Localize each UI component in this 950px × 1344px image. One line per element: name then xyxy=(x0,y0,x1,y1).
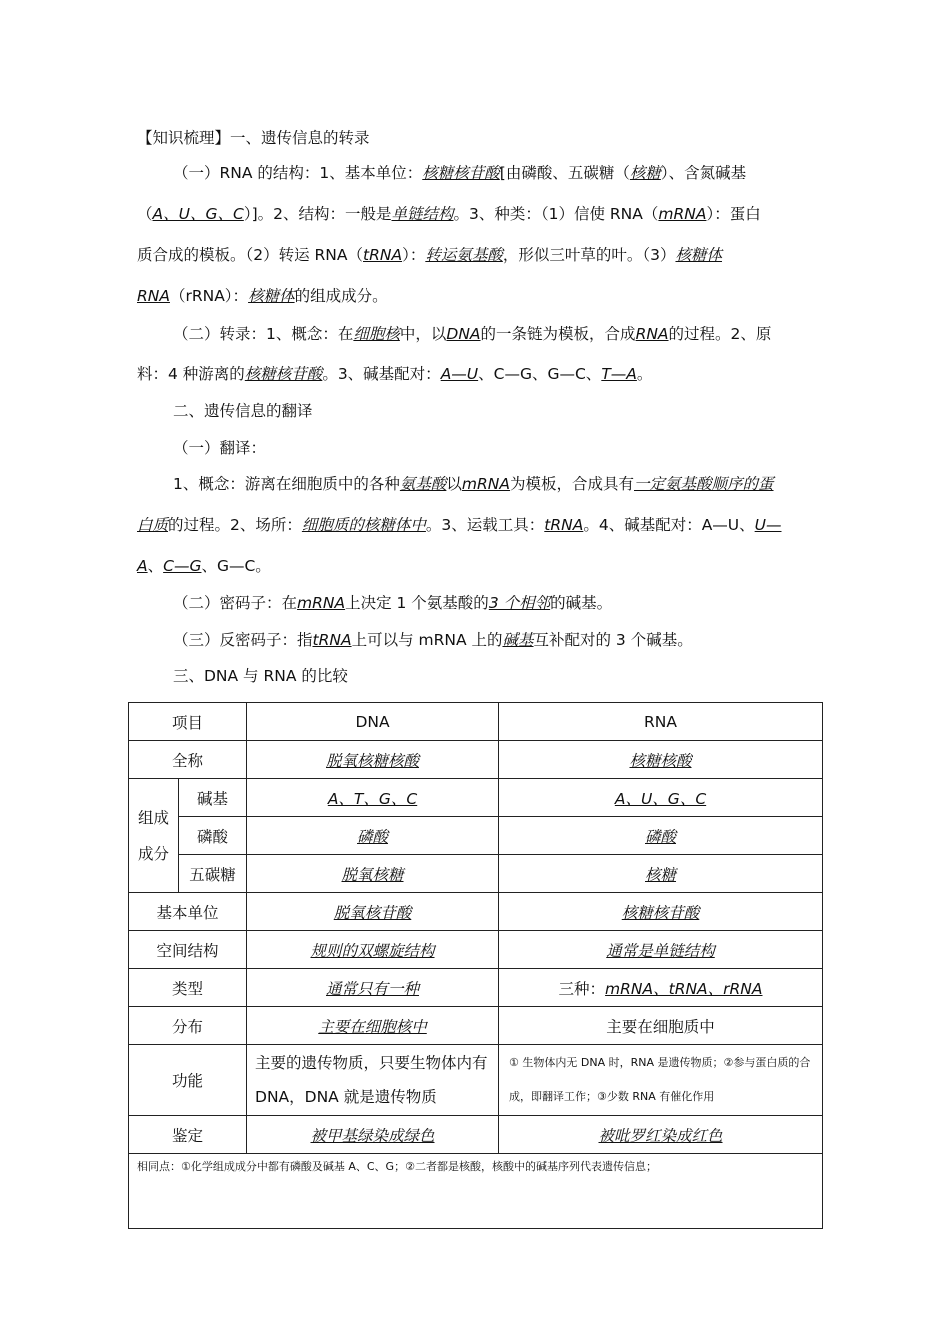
blank-answer: 单链结构 xyxy=(391,205,454,223)
table-cell: 磷酸 xyxy=(499,817,823,855)
table-cell: 核糖 xyxy=(499,855,823,893)
text: 上决定 1 个氨基酸的 xyxy=(345,594,489,612)
blank-answer: tRNA xyxy=(544,516,584,534)
table-cell: 基本单位 xyxy=(129,893,247,931)
blank-answer: mRNA xyxy=(461,475,510,493)
blank-answer: 3 个相邻 xyxy=(488,594,551,612)
text: ）： xyxy=(402,246,426,264)
blank-answer: 一定氨基酸顺序的蛋 xyxy=(634,475,774,493)
table-cell: 碱基 xyxy=(179,779,247,817)
blank-answer: 碱基 xyxy=(502,631,534,649)
table-cell: A、T、G、C xyxy=(247,779,499,817)
table-footer-cell: 相同点：①化学组成成分中都有磷酸及碱基 A、C、G；②二者都是核酸，核酸中的碱基序列代表遗传信息； xyxy=(129,1154,823,1229)
table-row xyxy=(129,969,823,1007)
blank-answer: 转运氨基酸 xyxy=(425,246,503,264)
table-cell: 磷酸 xyxy=(247,817,499,855)
blank-answer: 核糖核苷酸 xyxy=(244,365,323,383)
table-cell: 主要在细胞核中 xyxy=(247,1007,499,1045)
text: 、C—G、G—C、 xyxy=(478,365,602,383)
table-cell: 组成成分 xyxy=(129,779,179,893)
table-cell: DNA xyxy=(247,703,499,741)
table-row xyxy=(129,855,823,893)
text: [由磷酸、五碳糖（ xyxy=(499,164,630,182)
table-cell: 五碳糖 xyxy=(179,855,247,893)
blank-answer: 细胞核 xyxy=(353,325,400,343)
text: ）]。2、结构：一般是 xyxy=(243,205,392,223)
text: 。 xyxy=(636,365,653,383)
text: 。3、碱基配对： xyxy=(322,365,441,383)
table-cell: 通常是单链结构 xyxy=(499,931,823,969)
rna-structure-line1 xyxy=(173,153,853,194)
text: 的过程。2、原 xyxy=(668,325,772,343)
table-cell: 磷酸 xyxy=(179,817,247,855)
blank-answer: 氨基酸 xyxy=(399,475,447,493)
table-row xyxy=(129,931,823,969)
rna-structure-line2 xyxy=(137,194,817,235)
text: 的组成成分。 xyxy=(294,287,388,305)
table-cell: 功能 xyxy=(129,1045,247,1116)
text: 的过程。2、场所： xyxy=(168,516,302,534)
rna-structure-line4 xyxy=(137,276,817,317)
table-cell: 空间结构 xyxy=(129,931,247,969)
text: （三）反密码子：指 xyxy=(173,631,313,649)
table-row xyxy=(129,1154,823,1229)
translation-line2 xyxy=(137,505,817,546)
blank-answer: mRNA xyxy=(297,594,346,612)
text: 1、概念：游离在细胞质中的各种 xyxy=(173,475,400,493)
text: （二）密码子：在 xyxy=(173,594,298,612)
blank-answer: RNA xyxy=(635,325,669,343)
translation-line1 xyxy=(173,464,853,505)
comparison-table xyxy=(128,702,823,1229)
table-row xyxy=(129,817,823,855)
text: 质合成的模板。（2）转运 RNA（ xyxy=(137,246,364,264)
text: 中，以 xyxy=(399,325,447,343)
text: 以 xyxy=(446,475,462,493)
blank-answer: 核糖体 xyxy=(248,287,295,305)
blank-answer: 细胞质的核糖体中 xyxy=(301,516,426,534)
table-row xyxy=(129,779,823,817)
text: ，形似三叶草的叶。（3） xyxy=(502,246,676,264)
table-row xyxy=(129,741,823,779)
blank-answer: RNA xyxy=(137,287,170,305)
blank-answer: 核糖核苷酸 xyxy=(422,164,500,182)
text: 上可以与 mRNA 上的 xyxy=(351,631,503,649)
table-cell: 被吡罗红染成红色 xyxy=(499,1116,823,1154)
blank-answer: 白质 xyxy=(137,516,169,534)
table-cell: 核糖核酸 xyxy=(499,741,823,779)
section1-heading: 【知识梳理】一、遗传信息的转录 xyxy=(137,129,370,147)
table-cell: 脱氧核苷酸 xyxy=(247,893,499,931)
text: （一）RNA 的结构：1、基本单位： xyxy=(173,164,423,182)
text: 料：4 种游离的 xyxy=(137,365,245,383)
blank-answer: mRNA xyxy=(658,205,707,223)
blank-answer: 核糖 xyxy=(629,164,661,182)
table-cell: A、U、G、C xyxy=(499,779,823,817)
table-cell: 项目 xyxy=(129,703,247,741)
blank-answer: tRNA xyxy=(312,631,352,649)
blank-answer: A xyxy=(137,557,148,575)
blank-answer: T—A xyxy=(601,365,637,383)
text: （rRNA）： xyxy=(169,287,249,305)
text: （二）转录：1、概念：在 xyxy=(173,325,354,343)
translation-line3 xyxy=(137,546,817,587)
blank-answer: A、U、G、C xyxy=(152,205,244,223)
table-row xyxy=(129,703,823,741)
section3-heading: 三、DNA 与 RNA 的比较 xyxy=(173,667,348,685)
table-cell: 规则的双螺旋结构 xyxy=(247,931,499,969)
table-cell: 主要的遗传物质，只要生物体内有 DNA，DNA 就是遗传物质 xyxy=(247,1045,499,1116)
blank-answer: A—U xyxy=(440,365,479,383)
text: ）：蛋白 xyxy=(706,205,761,223)
anticodon-line xyxy=(173,620,853,661)
text: 的一条链为模板，合成 xyxy=(480,325,636,343)
transcription-line1 xyxy=(173,314,853,355)
text: 。3、运载工具： xyxy=(425,516,545,534)
blank-answer: mRNA、tRNA、rRNA xyxy=(605,979,763,998)
text: 。3、种类：（1）信使 RNA（ xyxy=(453,205,659,223)
blank-answer: U— xyxy=(754,516,782,534)
table-cell: 被甲基绿染成绿色 xyxy=(247,1116,499,1154)
rna-structure-line3 xyxy=(137,235,817,276)
text: 三种： xyxy=(558,979,606,998)
table-row xyxy=(129,1007,823,1045)
table-row xyxy=(129,893,823,931)
section2-heading: 二、遗传信息的翻译 xyxy=(173,402,313,420)
table-cell: RNA xyxy=(499,703,823,741)
text: 为模板，合成具有 xyxy=(509,475,634,493)
translation-subheading: （一）翻译： xyxy=(173,439,267,457)
table-cell: ① 生物体内无 DNA 时，RNA 是遗传物质；②参与蛋白质的合成，即翻译工作；③少数 RNA 有催化作用 xyxy=(499,1045,823,1116)
blank-answer: DNA xyxy=(446,325,481,343)
table-cell: 鉴定 xyxy=(129,1116,247,1154)
text: （ xyxy=(137,205,153,223)
blank-answer: 核糖体 xyxy=(675,246,722,264)
blank-answer: tRNA xyxy=(363,246,403,264)
codon-line xyxy=(173,583,853,624)
transcription-line2 xyxy=(137,354,817,395)
text: 、 xyxy=(147,557,164,575)
table-cell: 核糖核苷酸 xyxy=(499,893,823,931)
table-cell: 类型 xyxy=(129,969,247,1007)
table-cell: 脱氧核糖 xyxy=(247,855,499,893)
text: 的碱基。 xyxy=(550,594,613,612)
text: 、G—C。 xyxy=(201,557,271,575)
blank-answer: C—G xyxy=(163,557,202,575)
text: ）、含氮碱基 xyxy=(660,164,747,182)
table-cell: 主要在细胞质中 xyxy=(499,1007,823,1045)
text: 。4、碱基配对：A—U、 xyxy=(583,516,755,534)
text: 互补配对的 3 个碱基。 xyxy=(533,631,693,649)
table-cell: 分布 xyxy=(129,1007,247,1045)
table-cell: 全称 xyxy=(129,741,247,779)
table-row xyxy=(129,1045,823,1116)
table-cell xyxy=(499,969,823,1007)
table-cell: 脱氧核糖核酸 xyxy=(247,741,499,779)
table-row xyxy=(129,1116,823,1154)
table-cell: 通常只有一种 xyxy=(247,969,499,1007)
